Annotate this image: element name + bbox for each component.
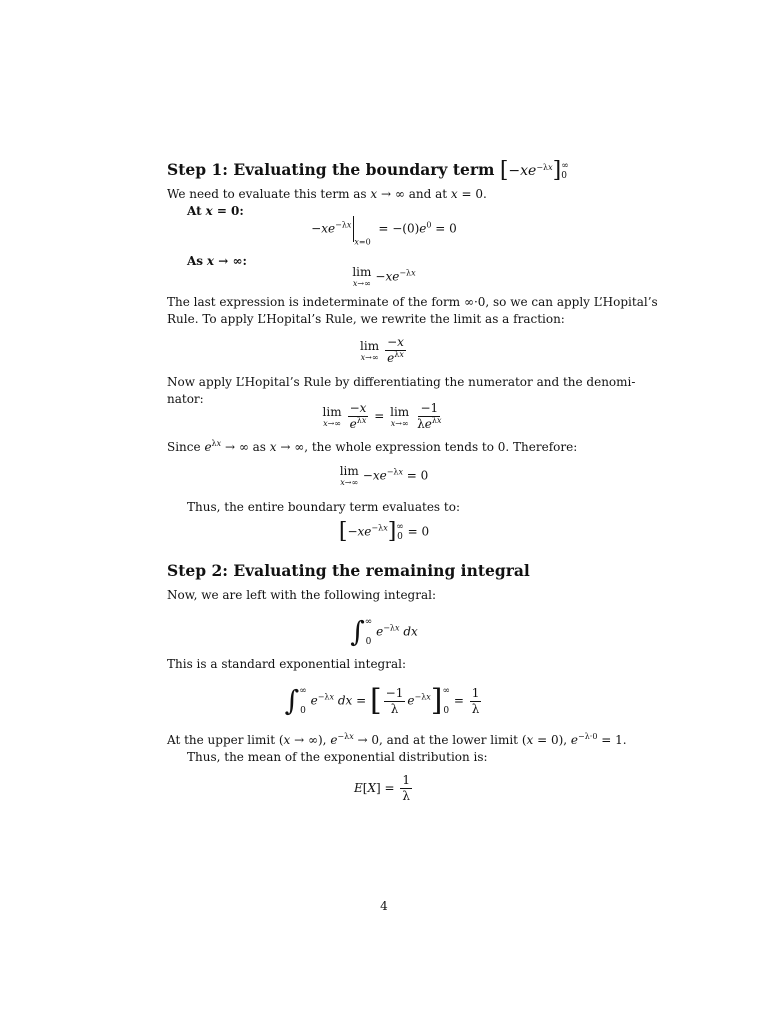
page-number: 4 <box>380 899 388 913</box>
eq-lhopital: lim x→∞ $\frac{-x}{e^{\lambda x}}$ = lim x→∞ $\frac{-1}{\lambda e^{\lambda x}}$ <box>322 401 442 431</box>
intro-text: We need to evaluate this term as <box>167 187 367 201</box>
boundary-term-math: $[-xe^{-\lambda x}]$ ∞ 0 <box>499 158 569 183</box>
apply-line-1: Now apply L’Hopital’s Rule by differentiating the numerator and the denomi- <box>167 375 636 389</box>
standard-line: This is a standard exponential integral: <box>167 657 406 671</box>
apply-line-2: nator: <box>167 392 204 406</box>
eq-at-zero: $-xe^{-\lambda x}_{x=0} = -(0)e^0 = 0$ <box>0 216 768 243</box>
step1-heading <box>167 160 569 181</box>
eq-mean: E[X] = $\frac{1}{\lambda}$ <box>353 773 410 803</box>
eq-limit-zero: lim x→∞ $-xe^{-\lambda x} = 0$ <box>339 464 429 487</box>
thus-line: Thus, the entire boundary term evaluates to: <box>187 500 460 514</box>
step1-intro: We need to evaluate this term as x → ∞ and at x = 0. <box>167 187 487 201</box>
left-with-line: Now, we are left with the following integral: <box>167 588 436 602</box>
since-text: the whole expression tends to 0. Therefore: <box>311 440 578 454</box>
eq-integral-result: ∫ ∞ 0 $e^{-\lambda x}$ dx = [ $\frac{-1}{\lambda}$ $e^{-\lambda x}$] ∞ 0 = $\frac{1}{\lambda}$ <box>284 683 480 718</box>
eq-limit-1: lim x→∞ $-xe^{-\lambda x}$ <box>352 265 416 288</box>
lhopital-line-2: Rule. To apply L’Hopital’s Rule, we rewrite the limit as a fraction: <box>167 312 565 326</box>
eq-remaining-integral: ∫ ∞ 0 $e^{-\lambda x}$ dx <box>350 615 418 648</box>
step1-heading-text: Step 1: Evaluating the boundary term <box>167 160 495 179</box>
since-line: Since $e^{\lambda x}$ → ∞ as x → ∞, the whole expression tends to 0. Therefore: <box>167 439 578 454</box>
as-label: As <box>187 254 204 268</box>
mean-line: Thus, the mean of the exponential distribution is: <box>187 750 488 764</box>
step2-heading: Step 2: Evaluating the remaining integral <box>167 561 530 580</box>
limits-text: At the upper limit <box>167 733 276 747</box>
as-inf-label: As x → ∞: <box>187 254 247 268</box>
limits-line: At the upper limit (x → ∞), $e^{-\lambda x} \to 0$, and at the lower limit (x = 0), $e^{-\lambda\cdot 0} = 1$. <box>167 732 627 747</box>
eq-limit-fraction: lim x→∞ $\frac{-x}{e^{\lambda x}}$ <box>360 335 404 365</box>
lhopital-line-1: The last expression is indeterminate of the form ∞·0, so we can apply L’Hopital’s <box>167 295 658 309</box>
eq-boundary-result: $[-xe^{-\lambda x}]$ ∞ 0 = 0 <box>338 519 430 544</box>
at-label: At <box>187 204 202 218</box>
at-zero-label: At x = 0: <box>187 204 244 218</box>
